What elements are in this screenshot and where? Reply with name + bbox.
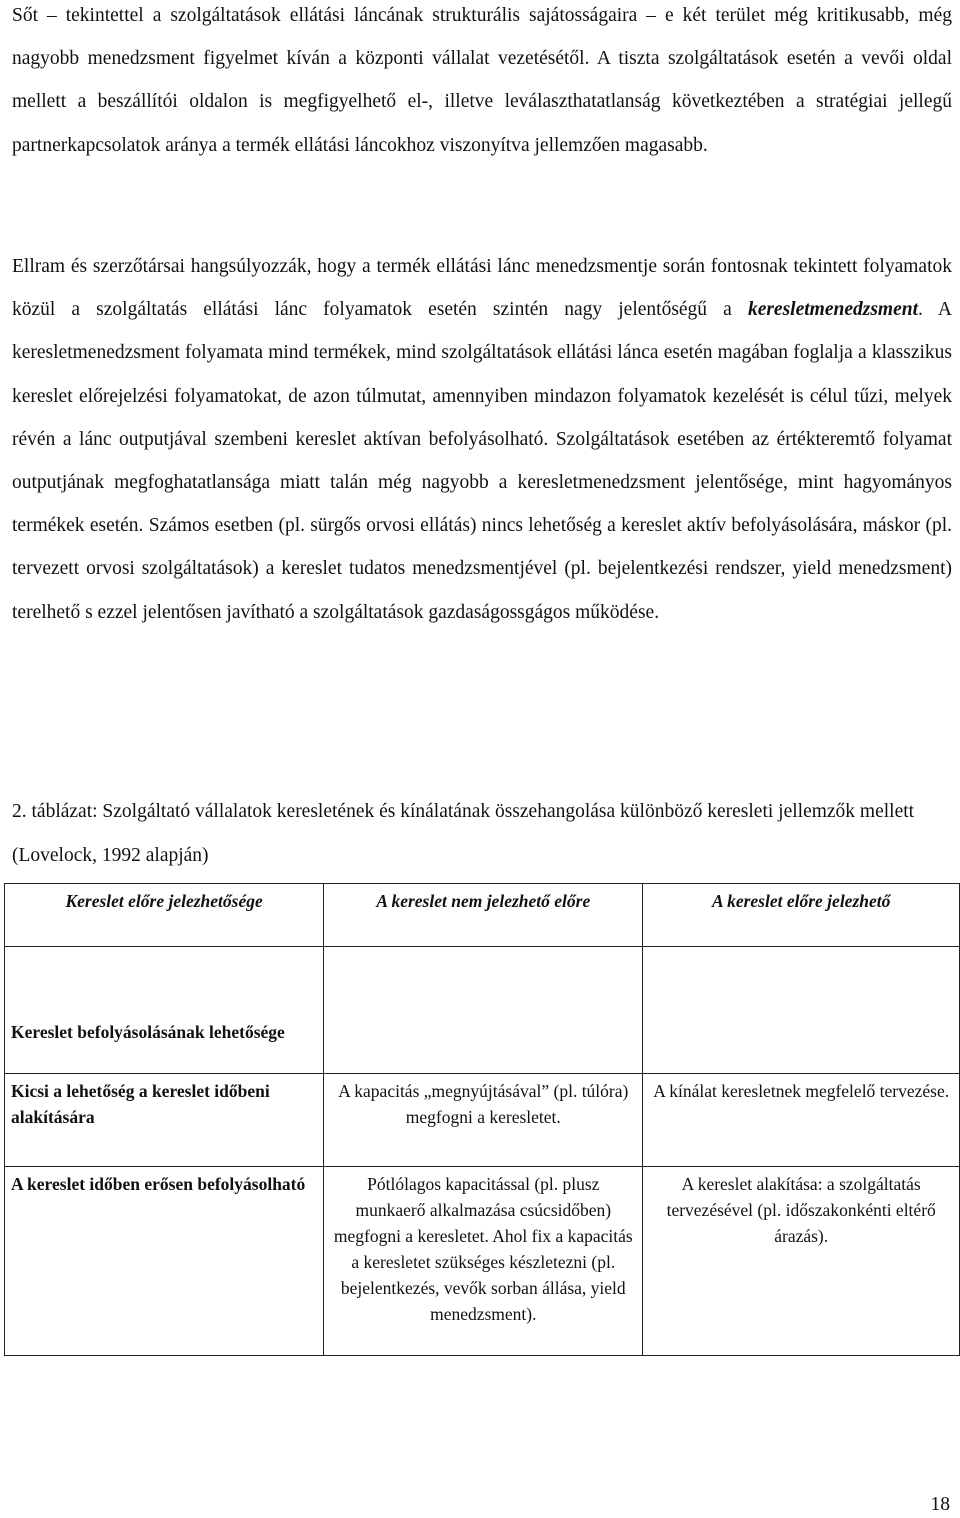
row-label-low-influence: Kicsi a lehetőség a kereslet időbeni alakítására [5, 1074, 324, 1167]
cell-empty [324, 947, 643, 1074]
row-label-text: Kereslet befolyásolásának lehetősége [11, 1022, 285, 1042]
header-predictable: A kereslet előre jelezhető [643, 884, 960, 947]
demand-supply-table [4, 883, 960, 1356]
row-label-high-influence: A kereslet időben erősen befolyásolható [5, 1167, 324, 1356]
table-header-row [5, 884, 960, 947]
cell-empty [643, 947, 960, 1074]
cell-stretch-capacity: A kapacitás „megnyújtásával” (pl. túlóra) megfogni a keresletet. [324, 1074, 643, 1167]
table-row [5, 1167, 960, 1356]
header-not-predictable: A kereslet nem jelezhető előre [324, 884, 643, 947]
table-row [5, 947, 960, 1074]
header-predictability: Kereslet előre jelezhetősége [5, 884, 324, 947]
cell-shape-demand: A kereslet alakítása: a szolgáltatás tervezésével (pl. időszakonkénti eltérő árazás). [643, 1167, 960, 1356]
cell-plan-supply: A kínálat keresletnek megfelelő tervezése. [643, 1074, 960, 1167]
row-label-influence [5, 947, 324, 1074]
table-row [5, 1074, 960, 1167]
page-number: 18 [930, 1494, 950, 1515]
paragraph-text-before: Ellram és szerzőtársai hangsúlyozzák, hogy a termék ellátási lánc menedzsmentje során fontosnak tekintett folyamatok közül a szolgáltatás ellátási lánc folyamatok esetén szintén nagy jelentőségű a [12, 256, 952, 321]
paragraph-intro: Sőt – tekintettel a szolgáltatások ellátási láncának strukturális sajátosságaira – e két terület még kritikusabb, még nagyobb menedzsment figyelmet kíván a központi vállalat vezetésétől. A tiszta szolgáltatások esetén a vevői oldal mellett a beszállítói oldalon is megfigyelhető el-, illetve leválaszthatatlanság következtében a stratégiai jellegű partnerkapcsolatok aránya a termék ellátási láncokhoz viszonyítva jellemzően magasabb. [12, 5, 952, 156]
cell-additional-capacity: Pótlólagos kapacitással (pl. plusz munkaerő alkalmazása csúcsidőben) megfogni a keresletet. Ahol fix a kapacitás a keresletet szükséges készletezni (pl. bejelentkezés, vevők sorban állása, yield menedzsment). [324, 1167, 643, 1356]
paragraph-text-after: . A keresletmenedzsment folyamata mind termékek, mind szolgáltatások ellátási lánca esetén magában foglalja a klasszikus kereslet előrejelzési folyamatokat, de azon túlmutat, amennyiben mindazon folyamatok kezelését is célul tűzi, melyek révén a lánc outputjával szembeni kereslet aktívan befolyásolható. Szolgáltatások esetében az értékteremtő folyamat outputjának megfoghatatlansága miatt talán még nagyobb a keresletmenedzsment jelentősége, mint hagyományos termékek esetén. Számos esetben (pl. sürgős orvosi ellátás) nincs lehetőség a kereslet aktív befolyásolására, máskor (pl. tervezett orvosi szolgáltatások) a kereslet tudatos menedzsmentjével (pl. bejelentkezési rendszer, yield menedzsment) terelhető s ezzel jelentősen javítható a szolgáltatások gazdaságossgágos működése. [12, 299, 953, 623]
table-caption: 2. táblázat: Szolgáltató vállalatok keresletének és kínálatának összehangolása különböző keresleti jellemzők mellett (Lovelock, 1992 alapján) [12, 801, 915, 866]
paragraph-demand-management [12, 245, 952, 634]
keyword-keresletmenedzsment: keresletmenedzsment [747, 299, 919, 321]
